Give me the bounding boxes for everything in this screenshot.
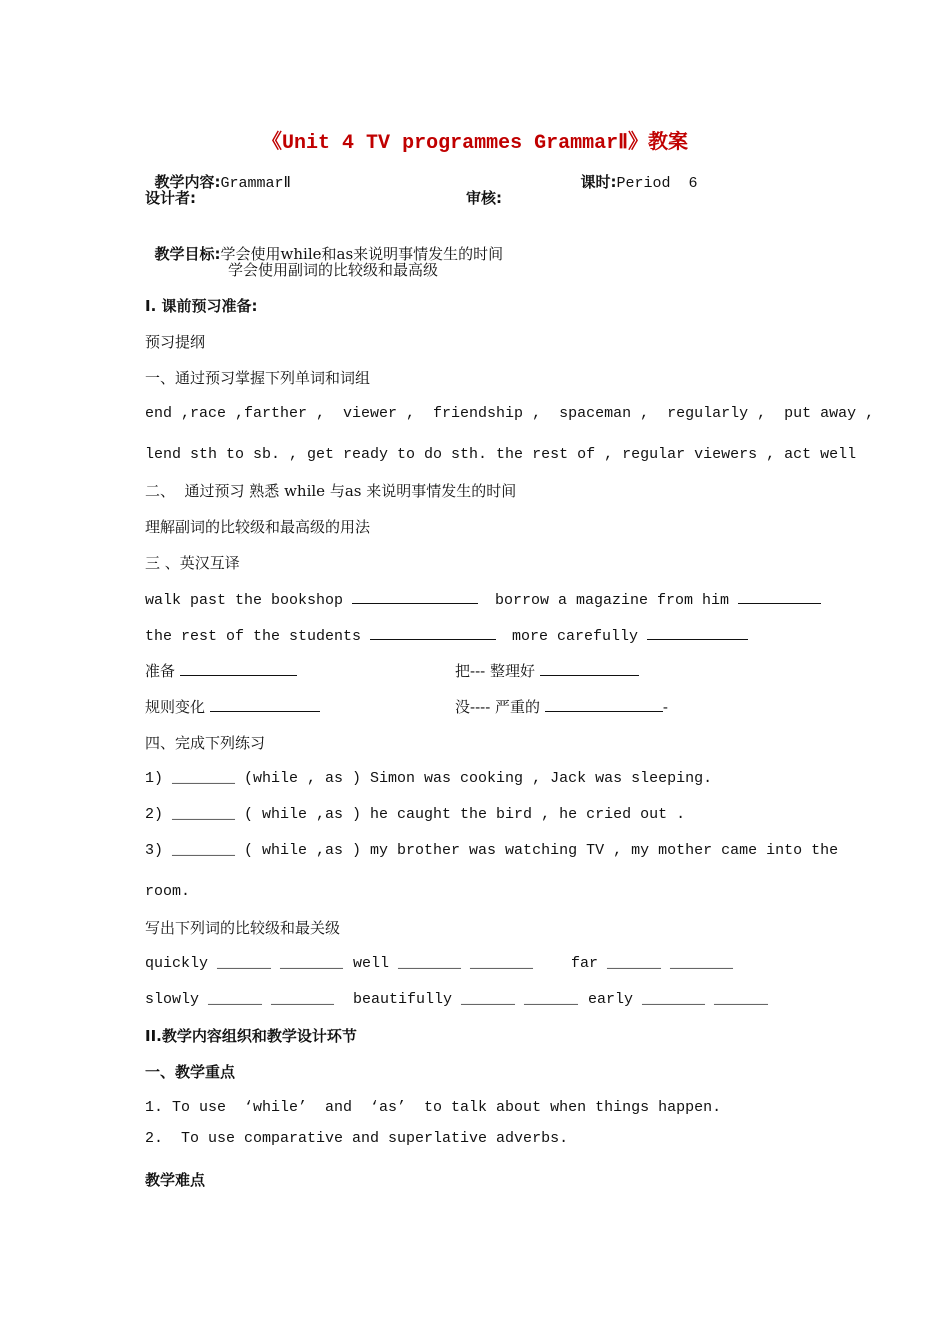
translate-item-4a: 规则变化 [145,697,320,717]
designer-label: 设计者: [145,189,196,207]
part3-heading: 三 、英汉互译 [145,554,240,572]
part2-subline: 理解副词的比较级和最高级的用法 [145,518,371,536]
exercise-2: 2) _______ ( while ,as ) he caught the bird , he cried out . [145,806,686,823]
review-label: 审核: [466,189,502,207]
translate-item-2b: more carefully [512,625,748,647]
comparison-1b: well _______ _______ [353,955,534,972]
comparison-1a: quickly ______ _______ [145,955,344,972]
comparison-2b: beautifully ______ ______ [353,991,579,1008]
part2-heading: 二、 通过预习 熟悉 while 与as 来说明事情发生的时间 [145,482,517,500]
objective-2: 学会使用副词的比较级和最高级 [228,261,439,279]
comparison-2a: slowly ______ _______ [145,991,335,1008]
comparison-heading: 写出下列词的比较级和最关级 [145,919,341,937]
content-label: 教学内容: [154,173,221,191]
translate-item-3b: 把--- 整理好 [455,661,639,681]
period-row [571,152,698,194]
exercise-1: 1) _______ (while , as ) Simon was cooking , Jack was sleeping. [145,770,713,787]
outline-label: 预习提纲 [145,333,206,351]
exercise-3: 3) _______ ( while ,as ) my brother was watching TV , my mother came into the [145,842,839,859]
translate-item-3a: 准备 [145,661,297,681]
period-label: 课时: [580,173,617,191]
section1-heading: I. 课前预习准备: [145,297,258,315]
key-points-heading: 一、教学重点 [145,1063,236,1081]
objectives-label: 教学目标: [154,245,221,263]
key-point-2: 2. To use comparative and superlative adverbs. [145,1130,569,1147]
section2-heading: II.教学内容组织和教学设计环节 [145,1027,357,1045]
comparison-2c: early _______ ______ [588,991,769,1008]
part4-heading: 四、完成下列练习 [145,734,266,752]
content-value: GrammarⅡ [220,175,291,192]
word-list-2: lend sth to sb. , get ready to do sth. the rest of , regular viewers , act well [145,446,857,463]
comparison-1c: far ______ _______ [571,955,734,972]
exercise-3-cont: room. [145,883,191,900]
key-point-1: 1. To use ‘while’ and ‘as’ to talk about when things happen. [145,1099,722,1116]
difficult-points-heading: 教学难点 [145,1171,206,1189]
translate-item-2a: the rest of the students [145,625,496,647]
word-list-1: end ,race ,farther , viewer , friendship , spaceman , regularly , put away , [145,405,875,422]
document-title: 《Unit 4 TV programmes GrammarⅡ》教案 [262,132,688,155]
translate-item-4b: 没---- 严重的 - [455,698,668,716]
objective-1: 学会使用while和as来说明事情发生的时间 [220,245,504,263]
translate-item-1a: walk past the bookshop [145,589,478,611]
period-value: Period 6 [616,175,698,192]
translate-item-1b: borrow a magazine from him [495,589,821,611]
objectives-row-1 [145,224,503,264]
part1-heading: 一、通过预习掌握下列单词和词组 [145,369,371,387]
